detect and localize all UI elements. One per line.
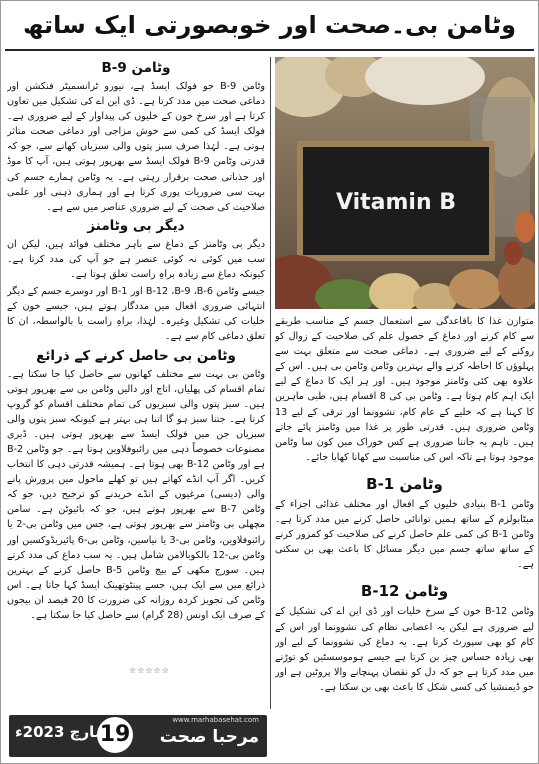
heading-vitamin-b12: وٹامن B-12 xyxy=(360,582,449,601)
paragraph-intro: متوازن غذا کا باقاعدگی سے استعمال جسم کے مناسب طریقے سے کام کرنے اور دماغ کے حصول علم کی صلاحیت کے زوال کو روکنے کے لیے ضروری ہے۔ دماغی صحت سے متعلق بہت سے پہلوؤں کا احاطہ کرنے والے بہترین وٹامن وٹامن بی ہیں۔ اس کے علاوہ بھی کئی وٹامنز موجود ہیں۔ اور ہر ایک کا دماغ کے لیے ایک اہم کام ہوتا ہے۔ وٹامن بی کی 8 اقسام ہیں، طبی ماہرین کا کہنا ہے کہ خلیے کے عام کام، نشوونما اور ترقی کے لیے 13 وٹامن ضروری ہیں۔ قدرتی طور پر غذا میں وٹامنز پائے جاتے ہیں۔ تاہم یہ جاننا ضروری ہے کس خوراک میں کون سا وٹامن موجود ہوتا ہے تاکہ اس کی مناسبت سے کھانا کھایا جائے۔ xyxy=(275,316,534,463)
heading-vitamin-b9: وٹامن B-9 xyxy=(101,60,171,76)
right-column xyxy=(275,314,534,755)
paragraph-b1: وٹامن B-1 بنیادی خلیوں کے افعال اور مختلف غذائی اجزاء کے میٹابولزم کے ساتھ ہمیں توانائی حاصل کرنے میں مدد کرتا ہے۔ وٹامن B-1 کی کمی علم حاصل کرنے کی صلاحیت کو کمزور کرنے کے ساتھ ساتھ جسم میں دیگر مسائل کا باعث بھی بن سکتی ہے۔ xyxy=(275,498,534,571)
paragraph-sources: وٹامن بی بہت سے مختلف کھانوں سے حاصل کیا جا سکتا ہے۔ تمام اقسام کی پھلیاں، اناج اور دالیں وٹامن بی سے بھرپور ہوتی ہیں۔ سبز پتوں والی سبزیوں کی تمام مختلف اقسام کو گروپ کرتا ہے۔ جتنا سبز ہو گا اتنا ہی بہتر ہے کیونکہ سبز پتوں والی سبزیاں جن میں فولک ایسڈ سے بھرپور ہوتی ہیں۔ ڈیری مصنوعات خصوصاً دہی میں رائبوفلاوین ہوتا ہے۔ جو وٹامن B-2 ہے اور وٹامن B-12 بھی ہوتا ہے۔ ہمیشہ قدرتی دہی کا انتخاب کریں۔ اگر آپ انڈے کھاتے ہیں تو کھلے ماحول میں پرورش پانے والی (دیسی) مرغیوں کے انڈے خریدنے کو ترجیح دیں، جو کہ وٹامن B-7 سے بھرپور ہوتے ہیں، جو کہ بائیوٹن ہے۔ سامن مچھلی بی وٹامنز سے بھرپور ہوتی ہے، جس میں وٹامن بی-2 یا رائبوفلاوین، وٹامن بی-3 یا نیاسین، وٹامن بی-6 پائیریڈوکسین اور وٹامن بی-12 بالکوبالامن شامل ہیں۔ یہ سب دماغ کی مدد کرتے ہیں۔ سورج مکھی کے بیج وٹامن B-5 حاصل کرنے کے بہترین ذرائع میں سے ایک ہیں، جسے پینٹوتھینک ایسڈ کہا جاتا ہے۔ اس وٹامن کی تجویز کردہ روزانہ کی ضرورت کا 20 فیصد ان بیجوں کے صرف ایک اونس (28 گرام) سے حاصل کیا جا سکتا ہے۔ xyxy=(7,368,265,621)
heading-vitamin-b1: وٹامن B-1 xyxy=(366,474,443,493)
website-url[interactable]: www.marhabasehat.com xyxy=(172,716,259,724)
left-column xyxy=(7,57,265,707)
issue-day: 19 xyxy=(97,717,133,753)
paragraph-b9: وٹامن B-9 جو فولک ایسڈ ہے، نیورو ٹرانسمیٹر فنکشن اور دماغی صحت میں مدد کرتا ہے۔ ڈی این اے کی تشکیل میں تعاون کرتا ہے اور سرخ خون کے خلیوں کی پیداوار کے لیے ضروری ہے۔ فولک ایسڈ کی کمی سے خوش مزاجی اور دماغی صحت متاثر ہوتی ہے۔ لہٰذا صرف سبز پتوں والی سبزیاں کھانے سے، جو کہ قدرتی وٹامن B-9 فولک ایسڈ سے بھرپور ہوتی ہیں، آپ کا موڈ اور جذباتی صحت برقرار رہتی ہے۔ یہ وٹامن ہمارے جسم کی بہت سی ضروریات پوری کرتا ہے اور ہماری ذہنی اور علمی صلاحیت کی صحت کے لیے ضروری عناصر میں سے ہے۔ xyxy=(7,81,265,213)
paragraph-b12: وٹامن B-12 خون کے سرخ خلیات اور ڈی این اے کی تشکیل کے لیے ضروری ہے لیکن یہ اعصابی نظام کی نشوونما اور اس کے کام کو بھی سپورٹ کرتا ہے۔ یہ دماغ کی نشوونما کے لیے اور بھی زیادہ حساس چیز بن کرتا ہے جیسے ہوموسسٹین کو توڑنے میں مدد کرتا ہے جو کہ دل کو نقصان پہنچانے والا پروٹین ہے اور جو ڈیمنشیا کی کسی شکل کا باعث بھی بن سکتا ہے۔ xyxy=(275,606,534,693)
page-title: وٹامن بی۔صحت اور خوبصورتی ایک ساتھ xyxy=(22,11,517,39)
paragraph-other-b-2: جیسے وٹامن B-12 ،B-9 ،B-6 اور B-1 اور دوسرے جسم کے دیگر انتہائی ضروری افعال میں مددگار ہوتے ہیں، جیسے خون کے خلیات کی تشکیل وغیرہ۔ لہٰذا، براہِ راست یا بالواسطہ، ان کا تعلق دماغی کام سے ہے۔ xyxy=(7,286,265,343)
title-rule xyxy=(5,49,534,51)
vitamin-b-photo xyxy=(275,57,535,309)
issue-month-year: مارچ 2023ء xyxy=(15,723,105,741)
paragraph-other-b: دیگر بی وٹامنز کے دماغ سے باہر مختلف فوائد ہیں، لیکن ان سب میں کوئی نہ کوئی عنصر ہے جو آپ کی مدد کرتا ہے۔ کیونکہ دماغ سے زیادہ براہِ راست تعلق ہوتا ہے۔ xyxy=(7,238,265,281)
column-divider xyxy=(270,57,271,709)
chalkboard-text: Vitamin B xyxy=(335,190,457,215)
heading-other-b-vitamins: دیگر بی وٹامنز xyxy=(87,217,185,234)
footer-banner xyxy=(9,715,267,757)
heading-sources: وٹامن بی حاصل کرنے کے ذرائع xyxy=(36,347,236,364)
brand-logo: مرحبا صحت xyxy=(159,727,259,747)
rating-stars: ☆☆☆☆☆ xyxy=(129,666,170,675)
